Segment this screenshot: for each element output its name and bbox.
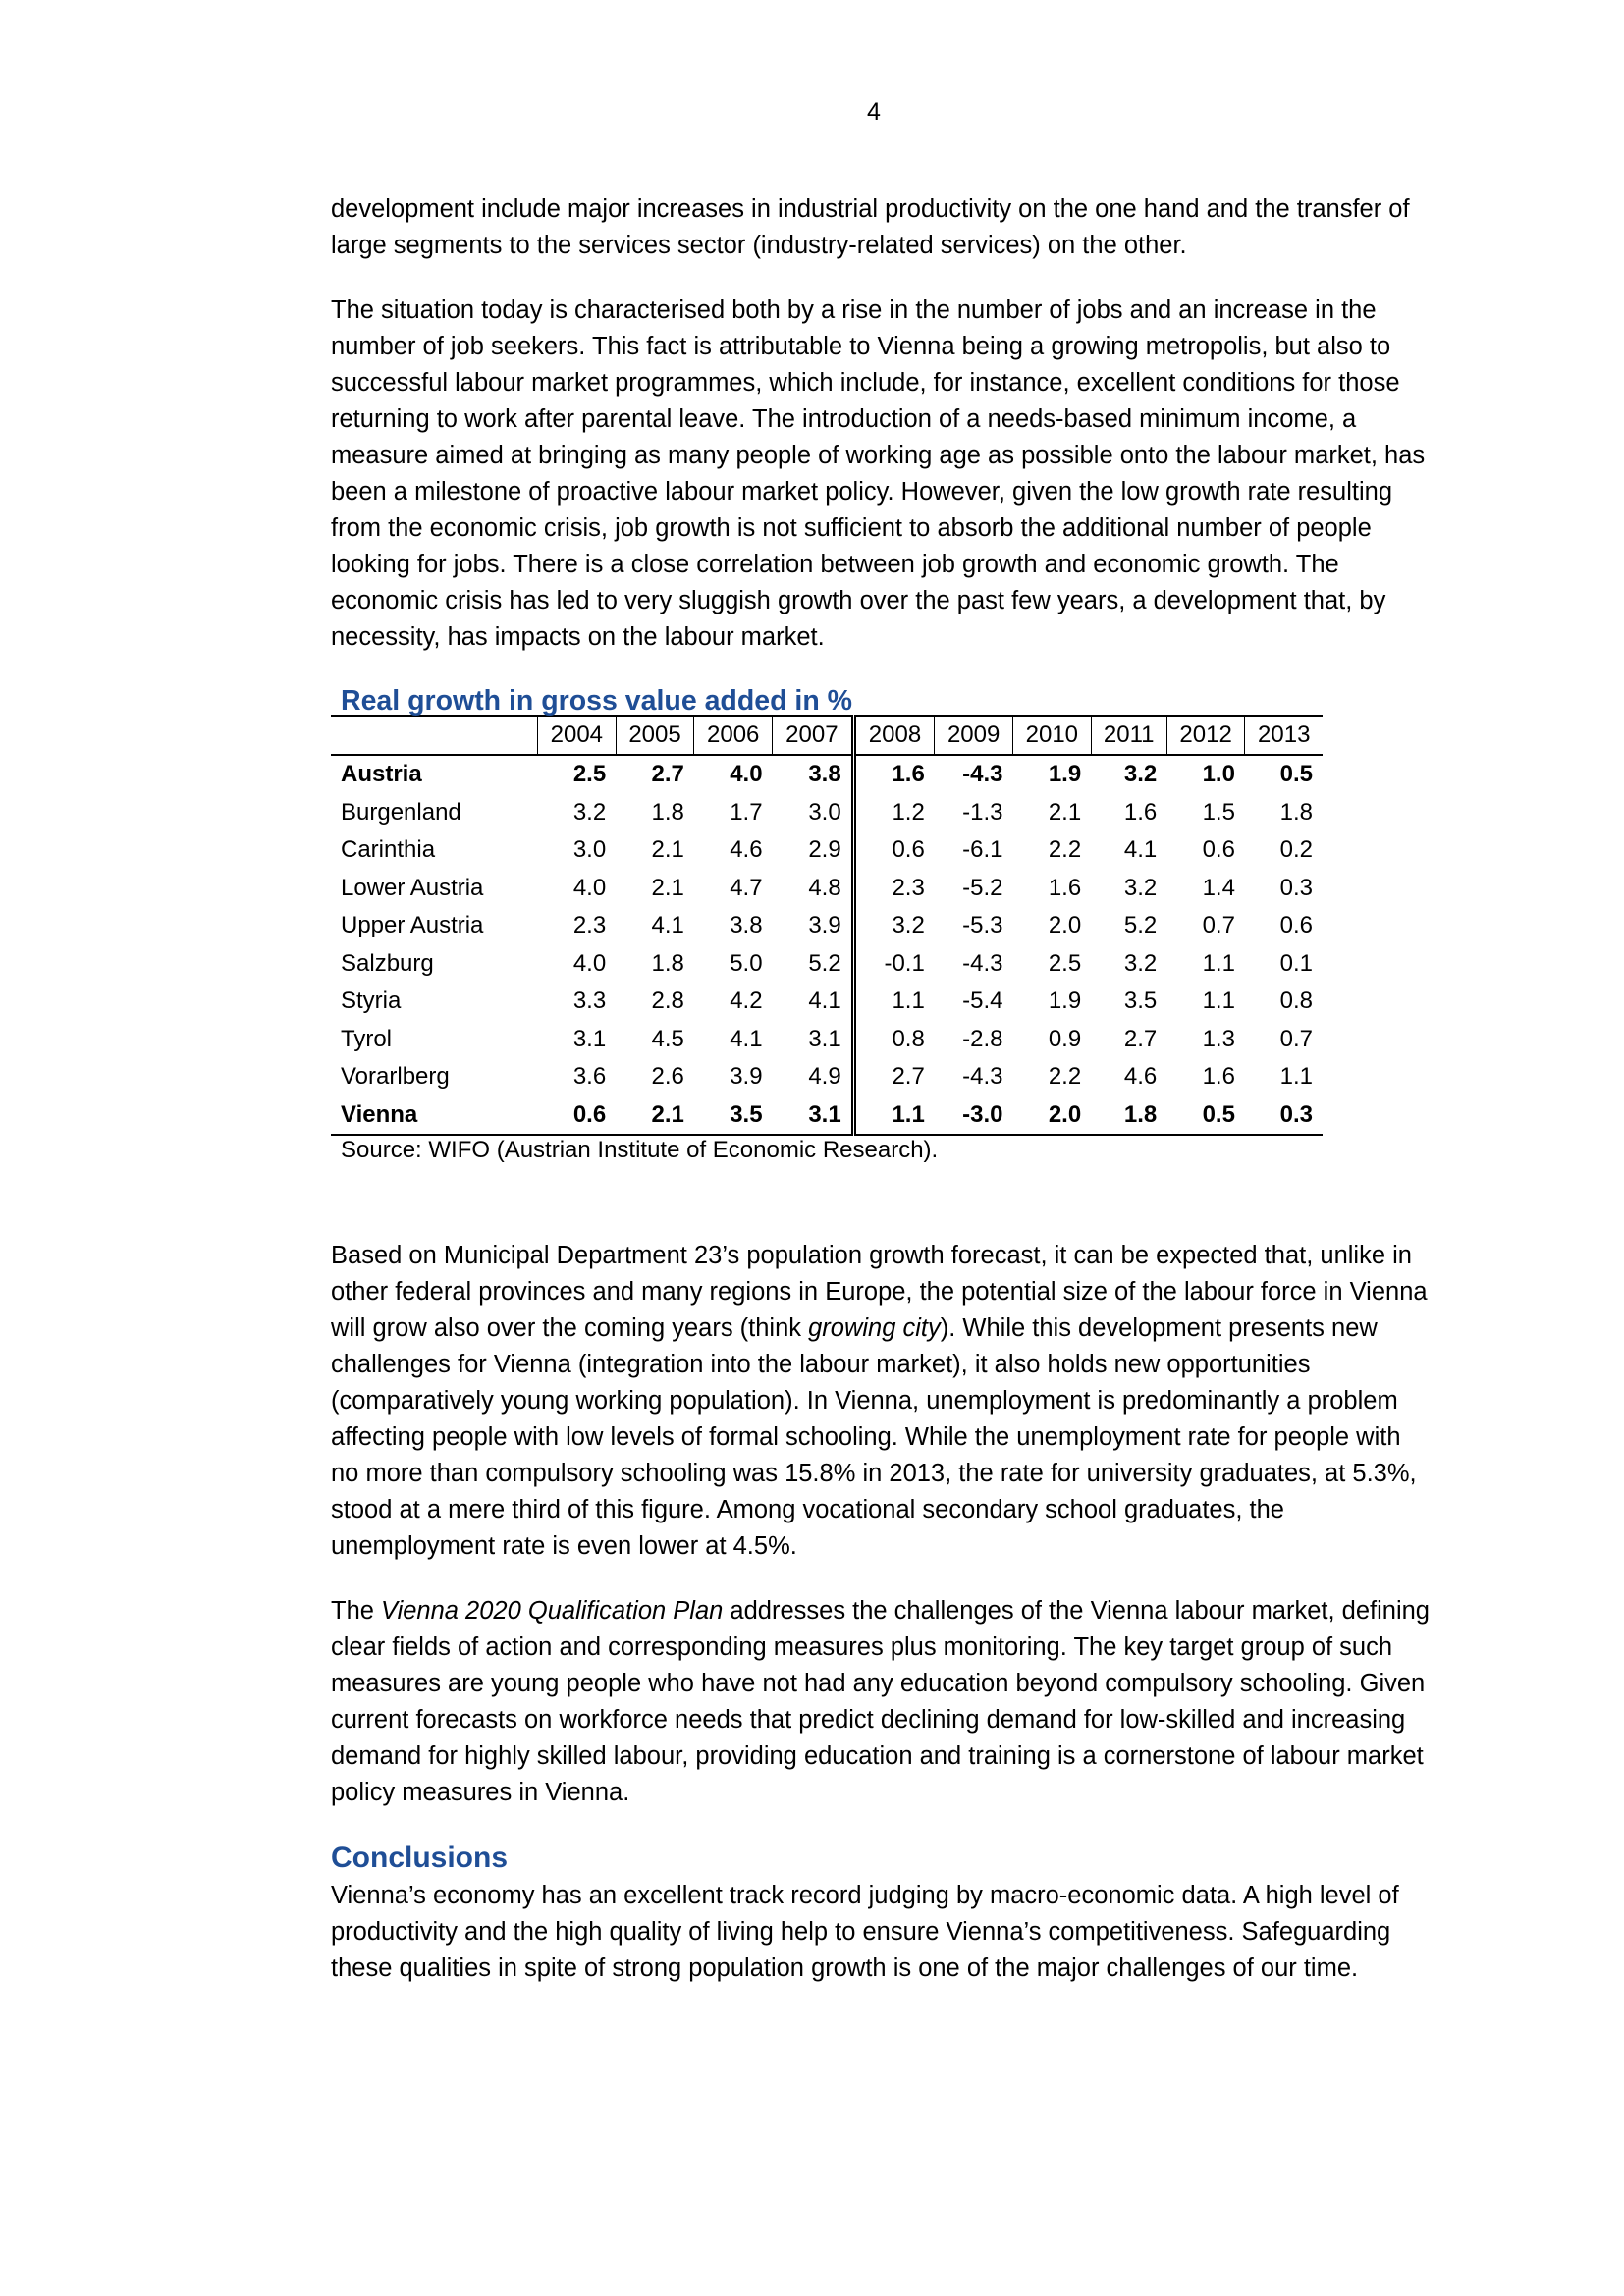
table-cell-value: 0.6 [1202,836,1235,864]
table-header-row [331,716,1323,755]
table-source: Source: WIFO (Austrian Institute of Economic Research). [341,1137,939,1163]
table-cell-value: 0.8 [892,1025,925,1052]
table-cell-value: 0.6 [892,836,925,864]
table-cell-value: -1.3 [962,798,1003,826]
paragraph-labour-situation: The situation today is characterised both by a rise in the number of jobs and an increase in the number of job seekers. This fact is attributable to Vienna being a growing metropolis, but also to successful labour market programmes, which include, for instance, excellent conditions for those returning to work after parental leave. The introduction of a needs-based minimum income, a measure aimed at bringing as many people of working age as possible onto the labour market, has been a milestone of proactive labour market policy. However, given the low growth rate resulting from the economic crisis, job growth is not sufficient to absorb the additional number of people looking for jobs. There is a close correlation between job growth and economic growth. The economic crisis has led to very sluggish growth over the past few years, a development that, by necessity, has impacts on the labour market. [331,296,1426,651]
table-cell-value: 2.2 [1048,1063,1082,1091]
table-cell-value: 3.2 [892,912,925,939]
table-row [331,831,1323,870]
table-cell-value: 4.0 [572,874,607,901]
table-row [331,870,1323,908]
table-row [331,1058,1323,1096]
table-cell-value: 0.5 [1279,761,1313,788]
table-cell-value: 2.7 [1123,1025,1158,1052]
gva-table-block [331,684,1323,1165]
page-number: 4 [867,98,881,126]
table-cell-value: -4.3 [962,761,1003,788]
table-header-year: 2004 [538,716,617,755]
table-cell-value: 2.5 [1048,949,1082,977]
table-cell-value: 2.7 [651,761,684,788]
table-cell-value: 1.9 [1048,761,1082,788]
table-cell-value: 5.2 [773,945,854,984]
table-cell-value: 5.0 [730,949,763,977]
table-cell-value: 2.1 [651,836,684,864]
table-cell-region: Vorarlberg [341,1063,450,1091]
table-cell-value: 1.1 [853,1096,935,1136]
table-cell-value: 0.6 [1279,912,1313,939]
p3-text-after: ). While this development presents new challenges for Vienna (integration into the labour market), it also holds new opportunities (comparatively young working population). In Vienna, unemployment is predominantly a problem affecting people with low levels of formal schooling. While the unemployment rate for people with no more than compulsory schooling was 15.8% in 2013, the rate for university graduates, at 5.3%, stood at a mere third of this figure. Among vocational secondary school graduates, the unemployment rate is even lower at 4.5%. [331,1314,1417,1560]
table-cell-value: 3.8 [730,912,763,939]
table-header-year: 2005 [616,716,694,755]
table-cell-value: 2.1 [651,874,684,901]
table-cell-value: 4.6 [1123,1063,1158,1091]
p3-text-before: Based on Municipal Department 23’s population growth forecast, it can be expected that, unlike in other federal provinces and many regions in Europe, the potential size of the labour force in Vienna will grow also over the coming years (think [331,1242,1428,1342]
table-cell-value: 4.8 [773,870,854,908]
table-header-year: 2009 [935,716,1013,755]
table-title: Real growth in gross value added in % [341,685,853,717]
table-header-year: 2010 [1013,716,1092,755]
table-cell-value: 1.0 [1202,761,1235,788]
table-header-year: 2013 [1245,716,1323,755]
table-cell-value: 1.1 [1202,949,1235,977]
table-cell-value: 1.8 [651,798,684,826]
table-cell-region: Salzburg [341,949,434,977]
table-cell-value: 3.9 [730,1063,763,1091]
table-cell-value: -5.2 [962,874,1003,901]
table-cell-region: Styria [341,988,402,1015]
table-cell-value: 4.2 [730,988,763,1015]
table-cell-value: 2.0 [1048,912,1082,939]
table-cell-value: 3.2 [1123,874,1158,901]
table-cell-region: Burgenland [341,798,461,826]
table-cell-value: -0.1 [884,949,925,977]
table-cell-value: 2.2 [1048,836,1082,864]
table-cell-value: 1.4 [1202,874,1235,901]
table-cell-value: 2.0 [1013,1096,1092,1136]
table-cell-value: 1.1 [1279,1063,1313,1091]
table-cell-value: 4.0 [572,949,607,977]
table-row [331,1096,1323,1136]
table-row [331,983,1323,1021]
table-cell-value: 2.8 [651,988,684,1015]
table-cell-value: 2.7 [892,1063,925,1091]
table-cell-value: 3.5 [1123,988,1158,1015]
table-cell-value: 0.3 [1279,874,1313,901]
table-row [331,945,1323,984]
table-cell-value: 0.2 [1279,836,1313,864]
table-cell-value: 2.5 [572,761,607,788]
table-cell-value: 1.6 [1048,874,1082,901]
table-cell-value: 1.8 [1279,798,1313,826]
table-cell-value: 4.1 [1123,836,1158,864]
table-cell-value: 2.3 [572,912,607,939]
table-cell-value: 1.7 [730,798,763,826]
table-header-corner [331,716,538,755]
table-cell-value: 4.5 [651,1025,684,1052]
table-cell-value: 2.1 [1048,798,1082,826]
table-header-year: 2011 [1091,716,1166,755]
table-cell-value: -3.0 [935,1096,1013,1136]
table-row [331,907,1323,945]
table-cell-region: Lower Austria [341,874,484,901]
table-cell-value: 3.9 [773,907,854,945]
table-cell-value: 1.6 [1202,1063,1235,1091]
table-cell-value: 1.3 [1202,1025,1235,1052]
table-cell-value: 3.3 [572,988,607,1015]
table-header-year: 2006 [694,716,773,755]
table-cell-region: Tyrol [341,1025,393,1052]
table-cell-value: 0.1 [1279,949,1313,977]
table-cell-value: 4.1 [773,983,854,1021]
table-cell-value: 1.6 [1123,798,1158,826]
table-cell-value: 0.5 [1166,1096,1245,1136]
table-cell-value: 2.9 [773,831,854,870]
table-cell-value: 2.3 [892,874,925,901]
table-cell-region: Upper Austria [341,912,484,939]
table-cell-value: 4.9 [773,1058,854,1096]
table-body [331,755,1323,1135]
table-cell-value: 3.0 [572,836,607,864]
p4-italic-plan-name: Vienna 2020 Qualification Plan [381,1597,724,1625]
table-cell-value: 3.2 [1123,761,1158,788]
table-cell-value: 0.7 [1202,912,1235,939]
table-cell-value: -4.3 [962,1063,1003,1091]
table-cell-value: 4.1 [651,912,684,939]
table-cell-value: 3.1 [773,1021,854,1059]
paragraph-population-forecast [331,1238,1431,1565]
table-cell-value: 4.7 [730,874,763,901]
p4-text-after: addresses the challenges of the Vienna labour market, defining clear fields of action and corresponding measures plus monitoring. The key target group of such measures are young people who have not had any education beyond compulsory schooling. Given current forecasts on workforce needs that predict declining demand for low-skilled and increasing demand for highly skilled labour, providing education and training is a cornerstone of labour market policy measures in Vienna. [331,1597,1430,1806]
table-cell-value: -5.3 [962,912,1003,939]
table-cell-value: 3.6 [572,1063,607,1091]
table-cell-value: 4.6 [730,836,763,864]
table-cell-value: -4.3 [962,949,1003,977]
table-cell-value: -5.4 [962,988,1003,1015]
table-header-year: 2012 [1166,716,1245,755]
table-cell-value: 3.0 [773,794,854,832]
table-cell-value: 3.2 [1123,949,1158,977]
table-cell-value: 1.8 [651,949,684,977]
table-cell-value: 1.1 [892,988,925,1015]
table-row [331,755,1323,794]
gva-table [331,715,1323,1136]
table-header-year: 2008 [853,716,935,755]
table-cell-value: 1.6 [892,761,925,788]
table-cell-region: Vienna [331,1096,538,1136]
table-cell-value: 3.5 [694,1096,773,1136]
conclusions-paragraph: Vienna’s economy has an excellent track record judging by macro-economic data. A high level of productivity and the high quality of living help to ensure Vienna’s competitiveness. Safeguarding these qualities in spite of strong population growth is one of the major challenges of our time. [331,1882,1399,1982]
table-cell-value: 2.1 [616,1096,694,1136]
table-cell-value: 0.7 [1279,1025,1313,1052]
table-row [331,794,1323,832]
table-cell-value: -6.1 [962,836,1003,864]
table-cell-value: 4.0 [730,761,763,788]
table-cell-region: Carinthia [341,836,436,864]
table-cell-value: 1.5 [1202,798,1235,826]
table-cell-region: Austria [341,761,422,788]
table-cell-value: 3.1 [773,1096,854,1136]
table-cell-value: 4.1 [730,1025,763,1052]
table-cell-value: 1.2 [892,798,925,826]
table-row [331,1021,1323,1059]
table-cell-value: 1.9 [1048,988,1082,1015]
table-header-year: 2007 [773,716,854,755]
table-cell-value: -2.8 [962,1025,1003,1052]
paragraph-industry-development: development include major increases in industrial productivity on the one hand and the transfer of large segments to the services sector (industry-related services) on the other. [331,195,1410,259]
table-cell-value: 5.2 [1123,912,1158,939]
page-content [331,191,1431,1987]
table-cell-value: 3.1 [572,1025,607,1052]
table-cell-value: 0.6 [538,1096,617,1136]
table-cell-value: 0.3 [1245,1096,1323,1136]
table-cell-value: 3.2 [572,798,607,826]
p3-italic-growing-city: growing city [808,1314,941,1342]
table-cell-value: 3.8 [773,755,854,794]
table-cell-value: 0.8 [1279,988,1313,1015]
table-cell-value: 1.1 [1202,988,1235,1015]
paragraph-qualification-plan [331,1593,1431,1811]
conclusions-heading: Conclusions [331,1842,509,1874]
table-cell-value: 0.9 [1048,1025,1082,1052]
table-cell-value: 1.8 [1091,1096,1166,1136]
table-cell-value: 2.6 [651,1063,684,1091]
p4-text-before: The [331,1597,382,1625]
